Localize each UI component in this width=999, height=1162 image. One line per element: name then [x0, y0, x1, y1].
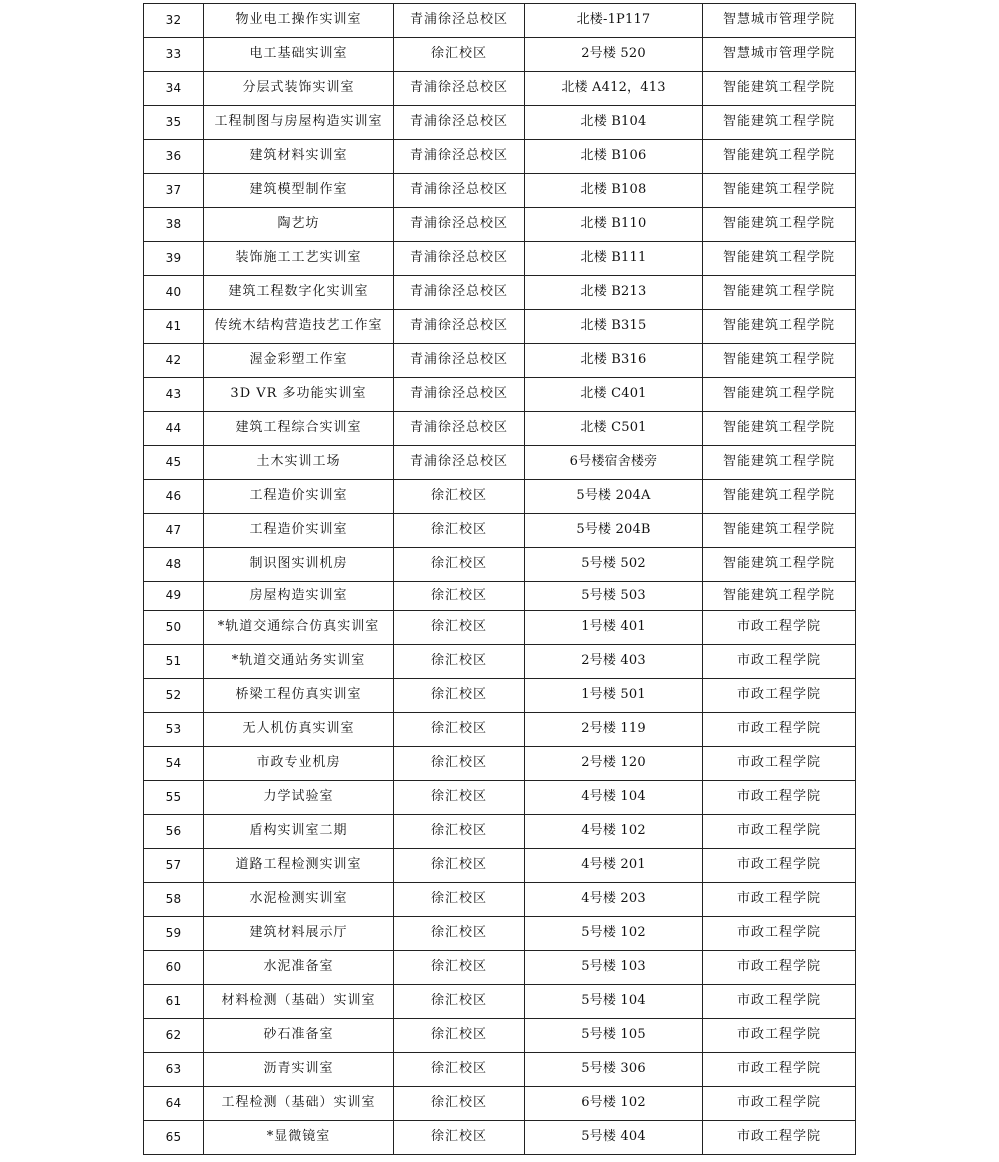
department-cell: 市政工程学院	[703, 1019, 856, 1053]
campus-cell: 徐汇校区	[394, 645, 525, 679]
location-cell: 4号楼 203	[525, 883, 703, 917]
campus-cell: 徐汇校区	[394, 883, 525, 917]
lab-name-cell: 渥金彩塑工作室	[204, 344, 394, 378]
table-row	[144, 72, 856, 106]
campus-cell: 徐汇校区	[394, 747, 525, 781]
department-cell: 智能建筑工程学院	[703, 242, 856, 276]
row-number-cell: 53	[144, 713, 204, 747]
department-cell: 市政工程学院	[703, 713, 856, 747]
location-cell: 北楼 B111	[525, 242, 703, 276]
lab-name-cell: 物业电工操作实训室	[204, 4, 394, 38]
department-cell: 智能建筑工程学院	[703, 140, 856, 174]
lab-name-cell: 电工基础实训室	[204, 38, 394, 72]
row-number-cell: 38	[144, 208, 204, 242]
table-row	[144, 883, 856, 917]
table-body	[144, 4, 856, 1155]
campus-cell: 青浦徐泾总校区	[394, 446, 525, 480]
lab-name-cell: 传统木结构营造技艺工作室	[204, 310, 394, 344]
lab-name-cell: 工程检测（基础）实训室	[204, 1087, 394, 1121]
lab-name-cell: 工程造价实训室	[204, 480, 394, 514]
lab-name-cell: 砂石准备室	[204, 1019, 394, 1053]
location-cell: 4号楼 102	[525, 815, 703, 849]
row-number-cell: 64	[144, 1087, 204, 1121]
location-cell: 5号楼 104	[525, 985, 703, 1019]
table-row	[144, 378, 856, 412]
table-row	[144, 679, 856, 713]
campus-cell: 青浦徐泾总校区	[394, 310, 525, 344]
location-cell: 5号楼 102	[525, 917, 703, 951]
lab-table	[143, 3, 856, 1155]
department-cell: 市政工程学院	[703, 781, 856, 815]
campus-cell: 青浦徐泾总校区	[394, 140, 525, 174]
row-number-cell: 45	[144, 446, 204, 480]
department-cell: 市政工程学院	[703, 951, 856, 985]
table-row	[144, 412, 856, 446]
lab-name-cell: 材料检测（基础）实训室	[204, 985, 394, 1019]
campus-cell: 徐汇校区	[394, 611, 525, 645]
location-cell: 1号楼 501	[525, 679, 703, 713]
table-row	[144, 344, 856, 378]
department-cell: 市政工程学院	[703, 1121, 856, 1155]
table-row	[144, 1121, 856, 1155]
row-number-cell: 57	[144, 849, 204, 883]
table-row	[144, 4, 856, 38]
campus-cell: 青浦徐泾总校区	[394, 106, 525, 140]
table-row	[144, 140, 856, 174]
table-row	[144, 548, 856, 582]
table-row	[144, 747, 856, 781]
table-row	[144, 1053, 856, 1087]
lab-name-cell: 制识图实训机房	[204, 548, 394, 582]
location-cell: 2号楼 403	[525, 645, 703, 679]
department-cell: 智能建筑工程学院	[703, 582, 856, 611]
location-cell: 北楼 C401	[525, 378, 703, 412]
lab-name-cell: 房屋构造实训室	[204, 582, 394, 611]
department-cell: 智能建筑工程学院	[703, 106, 856, 140]
department-cell: 智能建筑工程学院	[703, 310, 856, 344]
lab-name-cell: 水泥准备室	[204, 951, 394, 985]
row-number-cell: 35	[144, 106, 204, 140]
row-number-cell: 51	[144, 645, 204, 679]
table-row	[144, 174, 856, 208]
row-number-cell: 36	[144, 140, 204, 174]
location-cell: 4号楼 201	[525, 849, 703, 883]
table-row	[144, 985, 856, 1019]
table-row	[144, 849, 856, 883]
row-number-cell: 42	[144, 344, 204, 378]
row-number-cell: 48	[144, 548, 204, 582]
row-number-cell: 62	[144, 1019, 204, 1053]
location-cell: 4号楼 104	[525, 781, 703, 815]
table-row	[144, 1019, 856, 1053]
location-cell: 2号楼 520	[525, 38, 703, 72]
location-cell: 5号楼 204A	[525, 480, 703, 514]
lab-name-cell: 陶艺坊	[204, 208, 394, 242]
lab-name-cell: 装饰施工工艺实训室	[204, 242, 394, 276]
lab-name-cell: 建筑材料展示厅	[204, 917, 394, 951]
row-number-cell: 60	[144, 951, 204, 985]
table-row	[144, 713, 856, 747]
table-row	[144, 310, 856, 344]
department-cell: 智能建筑工程学院	[703, 378, 856, 412]
campus-cell: 徐汇校区	[394, 815, 525, 849]
department-cell: 市政工程学院	[703, 815, 856, 849]
row-number-cell: 40	[144, 276, 204, 310]
lab-name-cell: 建筑工程数字化实训室	[204, 276, 394, 310]
table-row	[144, 645, 856, 679]
table-row	[144, 38, 856, 72]
lab-name-cell: 3D VR 多功能实训室	[204, 378, 394, 412]
department-cell: 智能建筑工程学院	[703, 72, 856, 106]
lab-name-cell: 水泥检测实训室	[204, 883, 394, 917]
location-cell: 1号楼 401	[525, 611, 703, 645]
row-number-cell: 59	[144, 917, 204, 951]
department-cell: 智能建筑工程学院	[703, 174, 856, 208]
location-cell: 2号楼 119	[525, 713, 703, 747]
department-cell: 智能建筑工程学院	[703, 514, 856, 548]
location-cell: 5号楼 404	[525, 1121, 703, 1155]
lab-name-cell: 力学试验室	[204, 781, 394, 815]
location-cell: 北楼 B315	[525, 310, 703, 344]
lab-name-cell: 盾构实训室二期	[204, 815, 394, 849]
department-cell: 智能建筑工程学院	[703, 548, 856, 582]
department-cell: 市政工程学院	[703, 645, 856, 679]
department-cell: 市政工程学院	[703, 849, 856, 883]
campus-cell: 徐汇校区	[394, 514, 525, 548]
department-cell: 智能建筑工程学院	[703, 446, 856, 480]
location-cell: 北楼 B110	[525, 208, 703, 242]
campus-cell: 青浦徐泾总校区	[394, 242, 525, 276]
lab-name-cell: 市政专业机房	[204, 747, 394, 781]
campus-cell: 徐汇校区	[394, 781, 525, 815]
lab-name-cell: *轨道交通站务实训室	[204, 645, 394, 679]
campus-cell: 青浦徐泾总校区	[394, 276, 525, 310]
location-cell: 北楼 B106	[525, 140, 703, 174]
lab-name-cell: *轨道交通综合仿真实训室	[204, 611, 394, 645]
department-cell: 智能建筑工程学院	[703, 276, 856, 310]
lab-name-cell: 沥青实训室	[204, 1053, 394, 1087]
row-number-cell: 39	[144, 242, 204, 276]
row-number-cell: 43	[144, 378, 204, 412]
lab-name-cell: 土木实训工场	[204, 446, 394, 480]
campus-cell: 徐汇校区	[394, 679, 525, 713]
table-row	[144, 208, 856, 242]
department-cell: 市政工程学院	[703, 1053, 856, 1087]
campus-cell: 徐汇校区	[394, 38, 525, 72]
department-cell: 市政工程学院	[703, 747, 856, 781]
table-row	[144, 106, 856, 140]
department-cell: 市政工程学院	[703, 679, 856, 713]
department-cell: 市政工程学院	[703, 611, 856, 645]
lab-name-cell: 道路工程检测实训室	[204, 849, 394, 883]
row-number-cell: 65	[144, 1121, 204, 1155]
campus-cell: 徐汇校区	[394, 1121, 525, 1155]
row-number-cell: 46	[144, 480, 204, 514]
campus-cell: 青浦徐泾总校区	[394, 174, 525, 208]
lab-name-cell: 工程制图与房屋构造实训室	[204, 106, 394, 140]
campus-cell: 青浦徐泾总校区	[394, 344, 525, 378]
row-number-cell: 50	[144, 611, 204, 645]
campus-cell: 徐汇校区	[394, 548, 525, 582]
row-number-cell: 49	[144, 582, 204, 611]
campus-cell: 徐汇校区	[394, 985, 525, 1019]
table-row	[144, 815, 856, 849]
row-number-cell: 37	[144, 174, 204, 208]
department-cell: 智能建筑工程学院	[703, 208, 856, 242]
table-row	[144, 781, 856, 815]
department-cell: 智能建筑工程学院	[703, 480, 856, 514]
lab-name-cell: 建筑模型制作室	[204, 174, 394, 208]
department-cell: 市政工程学院	[703, 985, 856, 1019]
table-row	[144, 582, 856, 611]
row-number-cell: 56	[144, 815, 204, 849]
campus-cell: 徐汇校区	[394, 1087, 525, 1121]
row-number-cell: 34	[144, 72, 204, 106]
table-row	[144, 951, 856, 985]
row-number-cell: 47	[144, 514, 204, 548]
department-cell: 智慧城市管理学院	[703, 4, 856, 38]
campus-cell: 徐汇校区	[394, 582, 525, 611]
lab-name-cell: 无人机仿真实训室	[204, 713, 394, 747]
campus-cell: 徐汇校区	[394, 1019, 525, 1053]
row-number-cell: 55	[144, 781, 204, 815]
campus-cell: 徐汇校区	[394, 951, 525, 985]
row-number-cell: 44	[144, 412, 204, 446]
location-cell: 5号楼 502	[525, 548, 703, 582]
table-row	[144, 480, 856, 514]
location-cell: 北楼 B316	[525, 344, 703, 378]
table-row	[144, 446, 856, 480]
location-cell: 2号楼 120	[525, 747, 703, 781]
campus-cell: 徐汇校区	[394, 917, 525, 951]
row-number-cell: 32	[144, 4, 204, 38]
campus-cell: 徐汇校区	[394, 713, 525, 747]
campus-cell: 青浦徐泾总校区	[394, 208, 525, 242]
campus-cell: 徐汇校区	[394, 849, 525, 883]
row-number-cell: 58	[144, 883, 204, 917]
department-cell: 智能建筑工程学院	[703, 344, 856, 378]
table-row	[144, 917, 856, 951]
lab-name-cell: 桥梁工程仿真实训室	[204, 679, 394, 713]
table-row	[144, 514, 856, 548]
location-cell: 北楼 C501	[525, 412, 703, 446]
location-cell: 北楼 B108	[525, 174, 703, 208]
campus-cell: 青浦徐泾总校区	[394, 72, 525, 106]
department-cell: 智慧城市管理学院	[703, 38, 856, 72]
row-number-cell: 54	[144, 747, 204, 781]
lab-name-cell: 建筑材料实训室	[204, 140, 394, 174]
lab-name-cell: *显微镜室	[204, 1121, 394, 1155]
location-cell: 5号楼 204B	[525, 514, 703, 548]
row-number-cell: 61	[144, 985, 204, 1019]
table-row	[144, 611, 856, 645]
location-cell: 北楼 B213	[525, 276, 703, 310]
row-number-cell: 52	[144, 679, 204, 713]
row-number-cell: 63	[144, 1053, 204, 1087]
lab-name-cell: 建筑工程综合实训室	[204, 412, 394, 446]
location-cell: 北楼 B104	[525, 106, 703, 140]
campus-cell: 青浦徐泾总校区	[394, 4, 525, 38]
table-row	[144, 1087, 856, 1121]
department-cell: 市政工程学院	[703, 917, 856, 951]
table-row	[144, 276, 856, 310]
campus-cell: 徐汇校区	[394, 1053, 525, 1087]
location-cell: 北楼 A412，413	[525, 72, 703, 106]
location-cell: 6号楼宿舍楼旁	[525, 446, 703, 480]
table-row	[144, 242, 856, 276]
location-cell: 北楼-1P117	[525, 4, 703, 38]
department-cell: 市政工程学院	[703, 1087, 856, 1121]
row-number-cell: 41	[144, 310, 204, 344]
location-cell: 5号楼 306	[525, 1053, 703, 1087]
row-number-cell: 33	[144, 38, 204, 72]
lab-name-cell: 工程造价实训室	[204, 514, 394, 548]
campus-cell: 徐汇校区	[394, 480, 525, 514]
campus-cell: 青浦徐泾总校区	[394, 412, 525, 446]
department-cell: 智能建筑工程学院	[703, 412, 856, 446]
department-cell: 市政工程学院	[703, 883, 856, 917]
location-cell: 5号楼 503	[525, 582, 703, 611]
location-cell: 5号楼 103	[525, 951, 703, 985]
lab-name-cell: 分层式装饰实训室	[204, 72, 394, 106]
location-cell: 6号楼 102	[525, 1087, 703, 1121]
campus-cell: 青浦徐泾总校区	[394, 378, 525, 412]
location-cell: 5号楼 105	[525, 1019, 703, 1053]
